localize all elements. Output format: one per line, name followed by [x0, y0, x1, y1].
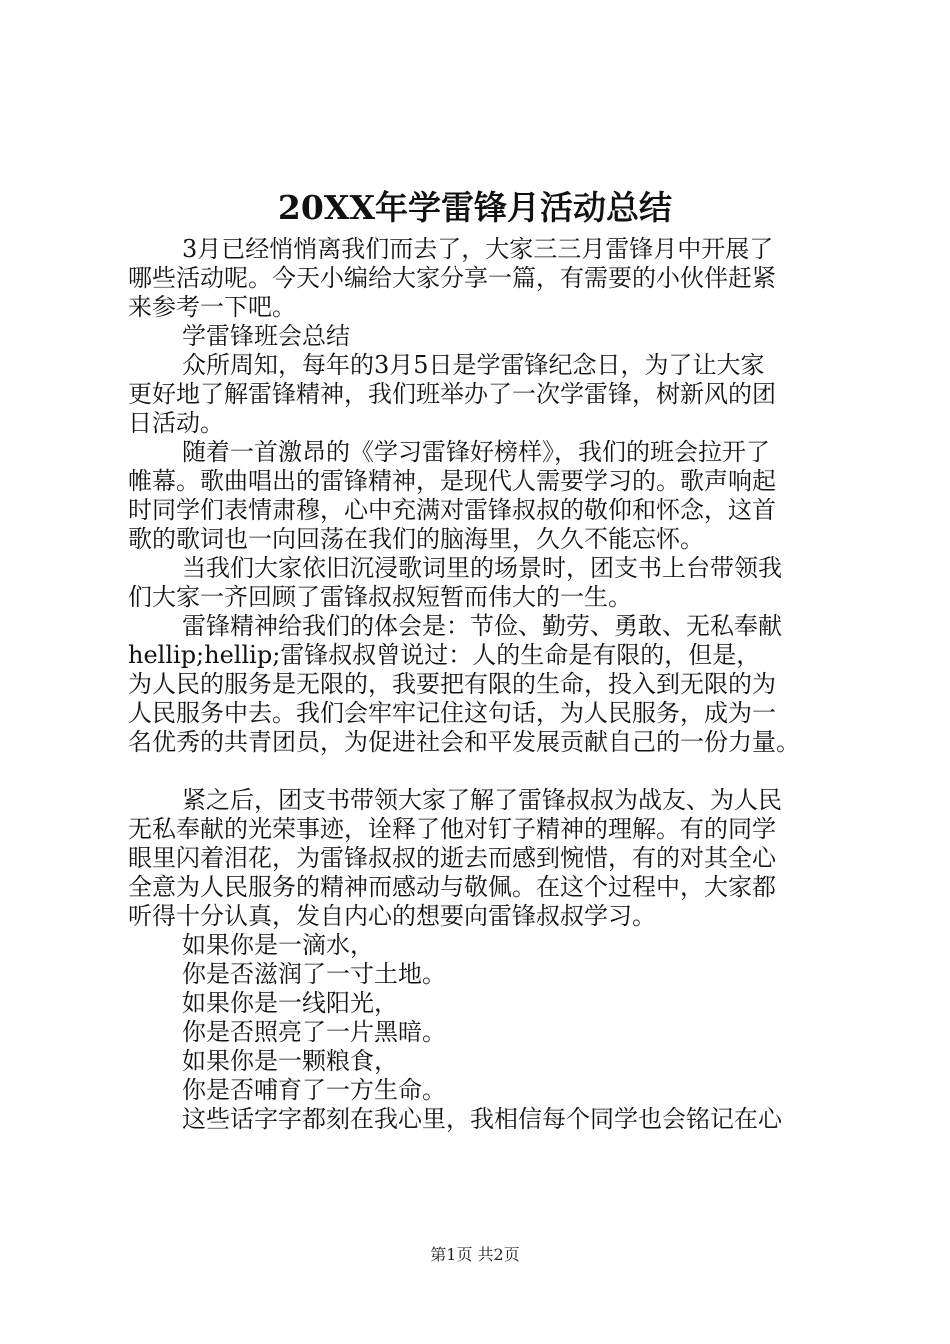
- text-line: 如果你是一颗粮食，: [182, 1047, 398, 1075]
- text-line: 人民服务中去。我们会牢牢记住这句话，为人民服务，成为一: [128, 699, 776, 727]
- text-line: 哪些活动呢。今天小编给大家分享一篇，有需要的小伙伴赶紧: [128, 264, 776, 292]
- text-line: 你是否滋润了一寸土地。: [182, 960, 446, 988]
- text-line: 随着一首激昂的《学习雷锋好榜样》，我们的班会拉开了: [182, 438, 770, 466]
- text-line: 如果你是一滴水，: [182, 931, 374, 959]
- text-line: 日活动。: [128, 409, 224, 437]
- text-line: 紧之后，团支书带领大家了解了雷锋叔叔为战友、为人民: [182, 786, 782, 814]
- text-line: 为人民的服务是无限的，我要把有限的生命，投入到无限的为: [128, 670, 776, 698]
- text-line: 这些话字字都刻在我心里，我相信每个同学也会铭记在心: [182, 1105, 782, 1133]
- page-number-footer: 第1页 共2页: [430, 1245, 520, 1264]
- text-line: 更好地了解雷锋精神，我们班举办了一次学雷锋，树新风的团: [128, 380, 776, 408]
- text-line: 无私奉献的光荣事迹，诠释了他对钉子精神的理解。有的同学: [128, 815, 776, 843]
- text-line: 时同学们表情肃穆，心中充满对雷锋叔叔的敬仰和怀念，这首: [128, 496, 776, 524]
- text-line: 当我们大家依旧沉浸歌词里的场景时，团支书上台带领我: [182, 554, 782, 582]
- page-title: 20XX年学雷锋月活动总结: [277, 188, 673, 227]
- text-line: 众所周知，每年的3月5日是学雷锋纪念日，为了让大家: [182, 351, 765, 379]
- text-line: 全意为人民服务的精神而感动与敬佩。在这个过程中，大家都: [128, 873, 776, 901]
- text-line: 歌的歌词也一向回荡在我们的脑海里，久久不能忘怀。: [128, 525, 704, 553]
- text-line: 帷幕。歌曲唱出的雷锋精神，是现代人需要学习的。歌声响起: [128, 467, 776, 495]
- text-line: 名优秀的共青团员，为促进社会和平发展贡献自己的一份力量。: [128, 728, 800, 756]
- text-line: 眼里闪着泪花，为雷锋叔叔的逝去而感到惋惜，有的对其全心: [128, 844, 776, 872]
- text-line: 3月已经悄悄离我们而去了，大家三三月雷锋月中开展了: [182, 235, 774, 263]
- text-line: 学雷锋班会总结: [182, 322, 350, 350]
- text-line: 雷锋精神给我们的体会是：节俭、勤劳、勇敢、无私奉献: [182, 612, 782, 640]
- text-line: 听得十分认真，发自内心的想要向雷锋叔叔学习。: [128, 902, 656, 930]
- text-line: 如果你是一线阳光，: [182, 989, 398, 1017]
- text-line: 你是否照亮了一片黑暗。: [182, 1018, 446, 1046]
- text-line: 你是否哺育了一方生命。: [182, 1076, 446, 1104]
- blank-line: [128, 757, 848, 786]
- text-line: hellip;hellip;雷锋叔叔曾说过：人的生命是有限的，但是，: [128, 641, 761, 669]
- text-line: 来参考一下吧。: [128, 293, 296, 321]
- document-body: [128, 235, 848, 1134]
- text-line: 们大家一齐回顾了雷锋叔叔短暂而伟大的一生。: [128, 583, 632, 611]
